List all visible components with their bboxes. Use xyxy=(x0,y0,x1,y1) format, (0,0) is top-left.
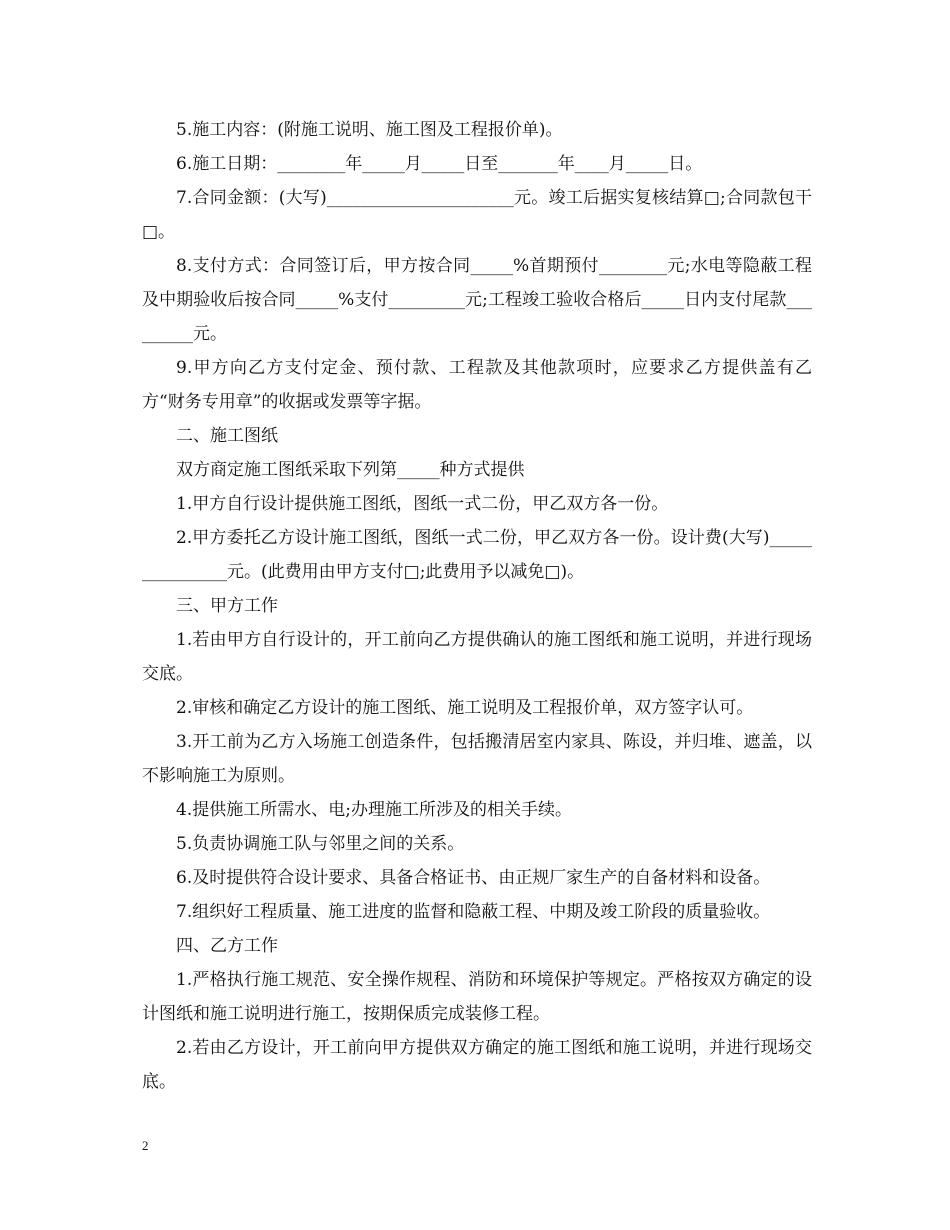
section-heading-party-a: 三、甲方工作 xyxy=(176,596,278,616)
clause-construction-date: 6.施工日期：________年_____月_____日至_______年____月_____日。 xyxy=(176,154,703,174)
section-heading-party-b: 四、乙方工作 xyxy=(176,936,278,956)
party-b-duty-2: 2.若由乙方设计，开工前向甲方提供双方确定的施工图纸和施工说明，并进行现场交底。 xyxy=(142,1038,812,1092)
page-number: 2 xyxy=(142,1138,149,1153)
party-a-duty-5: 5.负责协调施工队与邻里之间的关系。 xyxy=(176,834,465,854)
party-a-duty-4: 4.提供施工所需水、电;办理施工所涉及的相关手续。 xyxy=(176,800,572,820)
drawings-option-1: 1.甲方自行设计提供施工图纸，图纸一式二份，甲乙双方各一份。 xyxy=(176,494,669,514)
section-heading-drawings: 二、施工图纸 xyxy=(176,426,278,446)
party-a-duty-1: 1.若由甲方自行设计的，开工前向乙方提供确认的施工图纸和施工说明，并进行现场交底。 xyxy=(142,630,812,684)
drawings-option-2: 2.甲方委托乙方设计施工图纸，图纸一式二份，甲乙双方各一份。设计费(大写)_______________元。(此费用由甲方支付□;此费用予以减免□)。 xyxy=(142,528,812,582)
clause-payment-receipt: 9.甲方向乙方支付定金、预付款、工程款及其他款项时，应要求乙方提供盖有乙方“财务专用章”的收据或发票等字据。 xyxy=(142,358,812,412)
clause-construction-content: 5.施工内容：(附施工说明、施工图及工程报价单)。 xyxy=(176,120,563,140)
document-body xyxy=(142,113,812,1099)
party-a-duty-7: 7.组织好工程质量、施工进度的监督和隐蔽工程、中期及竣工阶段的质量验收。 xyxy=(176,902,771,922)
clause-contract-amount: 7.合同金额：(大写)______________________元。竣工后据实复核结算□;合同款包干□。 xyxy=(142,188,812,242)
party-b-duty-1: 1.严格执行施工规范、安全操作规程、消防和环境保护等规定。严格按双方确定的设计图纸和施工说明进行施工，按期保质完成装修工程。 xyxy=(142,970,812,1024)
party-a-duty-3: 3.开工前为乙方入场施工创造条件，包括搬清居室内家具、陈设，并归堆、遮盖，以不影响施工为原则。 xyxy=(142,732,812,786)
drawings-intro: 双方商定施工图纸采取下列第_____种方式提供 xyxy=(176,460,525,480)
party-a-duty-6: 6.及时提供符合设计要求、具备合格证书、由正规厂家生产的自备材料和设备。 xyxy=(176,868,771,888)
party-a-duty-2: 2.审核和确定乙方设计的施工图纸、施工说明及工程报价单，双方签字认可。 xyxy=(176,698,754,718)
clause-payment-method: 8.支付方式：合同签订后，甲方按合同_____%首期预付________元;水电等隐蔽工程及中期验收后按合同_____%支付_________元;工程竣工验收合格后_____日内支付尾款_________元。 xyxy=(142,256,812,344)
